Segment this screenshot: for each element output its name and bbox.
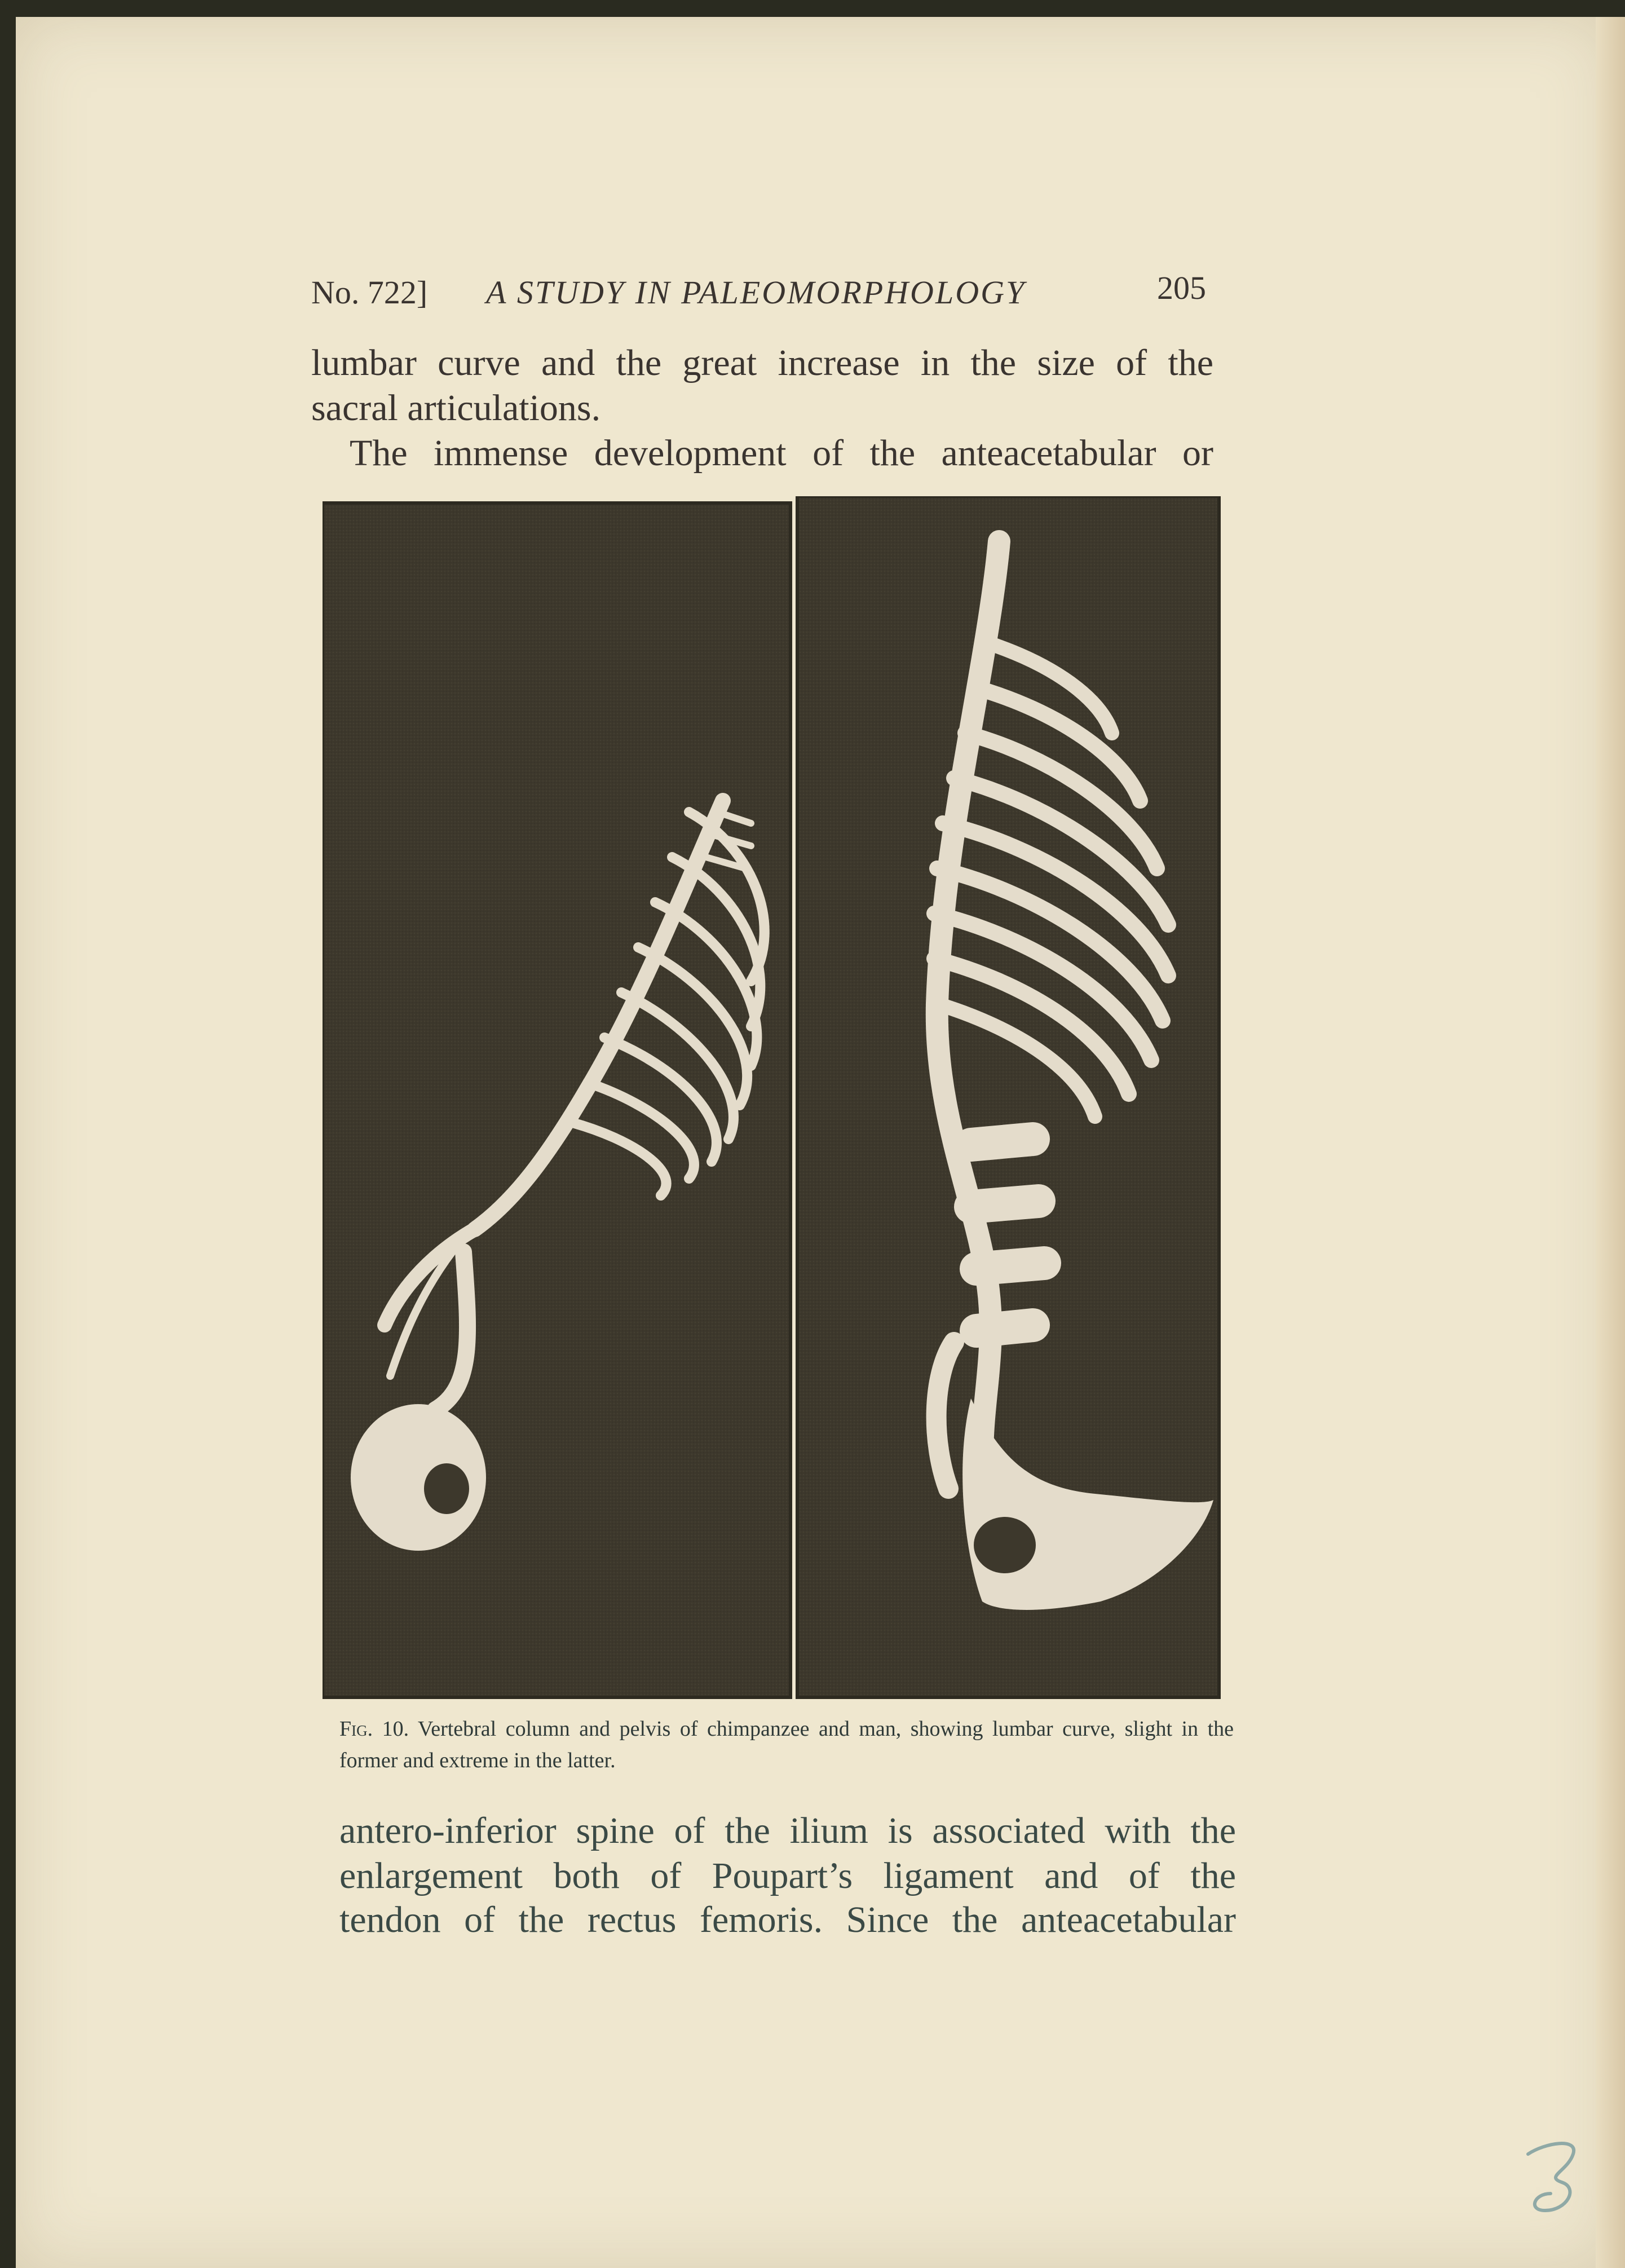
chimpanzee-skeleton-panel [323, 503, 791, 1697]
page-number: 205 [1157, 270, 1206, 306]
figure-10 [323, 496, 1222, 1703]
human-skeleton-panel [797, 496, 1219, 1697]
caption-label: Fig. 10. [339, 1717, 409, 1741]
running-title: A STUDY IN PALEOMORPHOLOGY [486, 274, 1026, 311]
figure-caption [339, 1713, 1234, 1776]
skeleton-photograph [323, 496, 1222, 1703]
caption-text: Vertebral column and pelvis of chimpanzee and man, showing lumbar curve, slight in the former and extreme in the latter. [339, 1717, 1234, 1772]
body-line-4: antero-inferior spine of the ilium is associated with the [339, 1810, 1236, 1851]
handwritten-mark [1511, 2132, 1596, 2216]
body-line-1: lumbar curve and the great increase in the size of the [311, 342, 1213, 383]
issue-number: No. 722] [311, 274, 428, 311]
body-line-3: The immense development of the anteacetabular or [350, 433, 1213, 474]
page-edge [1596, 17, 1625, 2268]
body-line-2: sacral articulations. [311, 387, 601, 429]
body-line-5: enlargement both of Poupart’s ligament and of the [339, 1855, 1236, 1896]
body-line-6: tendon of the rectus femoris. Since the anteacetabular [339, 1899, 1236, 1940]
